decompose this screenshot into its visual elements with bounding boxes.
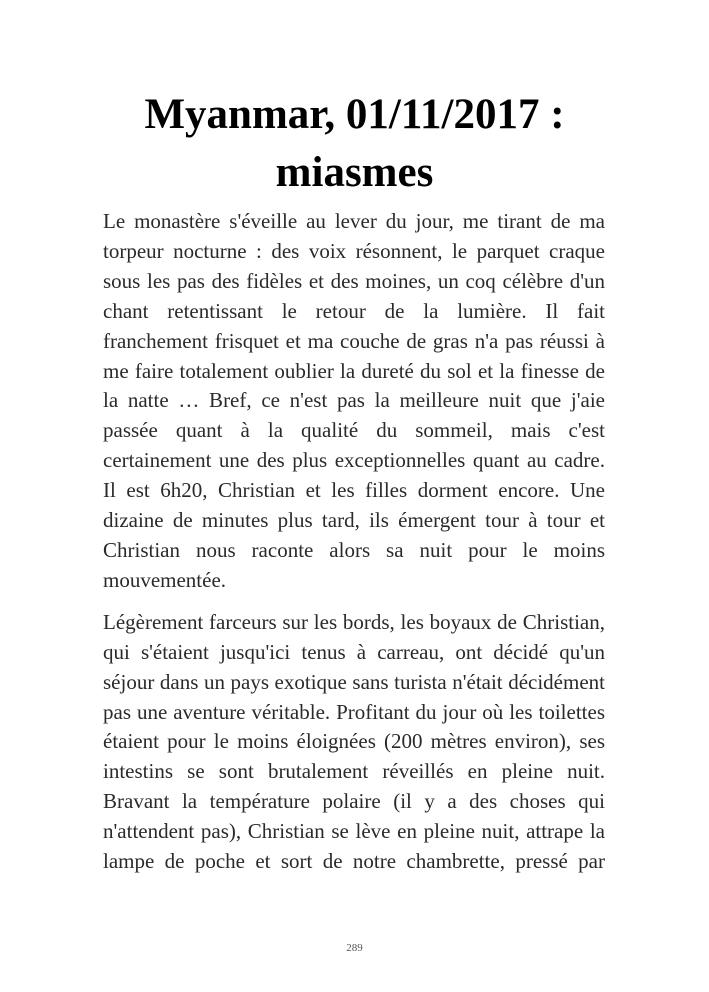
page-number: 289 <box>346 942 363 954</box>
paragraph: Légèrement farceurs sur les bords, les boyaux de Christian, qui s'étaient jusqu'ici tenus à carreau, ont décidé qu'un séjour dans un pays exotique sans turista n'était décidément pas une aventure véritable. Profitant du jour où les toilettes étaient pour le moins éloignées (200 mètres environ), ses intestins se sont brutalement réveillés en pleine nuit. Bravant la température polaire (il y a des choses qui n'attendent pas), Christian se lève en pleine nuit, attrape la lampe de poche et sort de notre chambrette, pressé par <box>103 609 605 874</box>
page-title <box>60 86 649 202</box>
title-line-2: miasmes <box>275 149 434 196</box>
paragraph: Le monastère s'éveille au lever du jour, me tirant de ma torpeur nocturne : des voix résonnent, le parquet craque sous les pas des fidèles et des moines, un coq célèbre d'un chant retentissant le retour de la lumière. Il fait franchement frisquet et ma couche de gras n'a pas réussi à me faire totalement oublier la dureté du sol et la finesse de la natte … Bref, ce n'est pas la meilleure nuit que j'aie passée quant à la qualité du sommeil, mais c'est certainement une des plus exceptionnelles quant au cadre. Il est 6h20, Christian et les filles dorment encore. Une dizaine de minutes plus tard, ils émergent tour à tour et Christian nous raconte alors sa nuit pour le moins mouvementée. <box>103 209 605 592</box>
body-text <box>103 207 605 877</box>
title-line-1: Myanmar, 01/11/2017 : <box>144 91 565 138</box>
